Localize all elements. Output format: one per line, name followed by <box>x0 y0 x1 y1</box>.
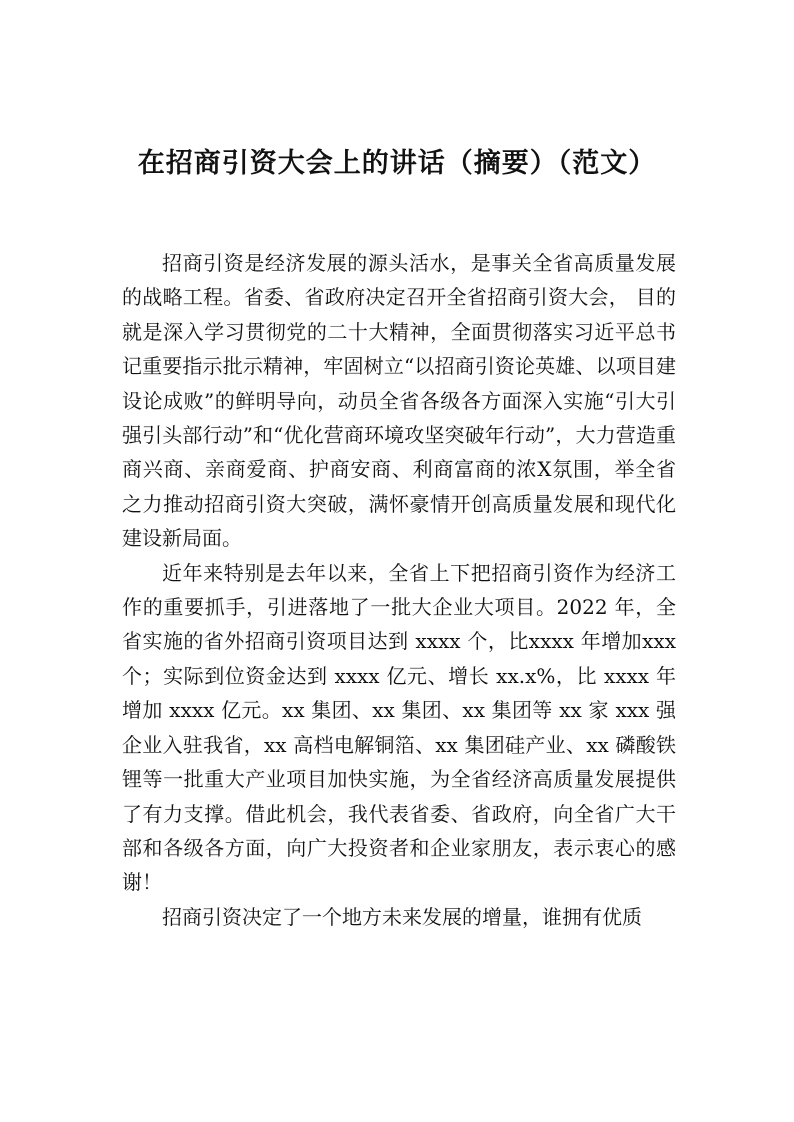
paragraph-2: 近年来特别是去年以来，全省上下把招商引资作为经济工作的重要抓手，引进落地了一批大企业大项目。2022 年，全省实施的省外招商引资项目达到 xxxx 个，比xxxx 年增加xxx 个；实际到位资金达到 xxxx 亿元、增长 xx.x%，比 xxxx 年增加 xxxx 亿元。xx 集团、xx 集团、xx 集团等 xx 家 xxx 强企业入驻我省，xx 高档电解铜箔、xx 集团硅产业、xx 磷酸铁锂等一批重大产业项目加快实施，为全省经济高质量发展提供了有力支撑。借此机会，我代表省委、省政府，向全省广大干部和各级各方面，向广大投资者和企业家朋友，表示衷心的感谢！ <box>122 560 676 895</box>
paragraph-3: 招商引资决定了一个地方未来发展的增量，谁拥有优质 <box>162 904 642 929</box>
document-body <box>122 246 676 934</box>
document-title: 在招商引资大会上的讲话（摘要）（范文） <box>137 148 657 179</box>
paragraph-1: 招商引资是经济发展的源头活水，是事关全省高质量发展的战略工程。省委、省政府决定召开全省招商引资大会， 目的就是深入学习贯彻党的二十大精神，全面贯彻落实习近平总书记重要指示批示精神，牢固树立“以招商引资论英雄、以项目建设论成败”的鲜明导向，动员全省各级各方面深入实施“引大引强引头部行动”和“优化营商环境攻坚突破年行动”，大力营造重商兴商、亲商爱商、护商安商、利商富商的浓X氛围，举全省之力推动招商引资大突破，满怀豪情开创高质量发展和现代化建设新局面。 <box>122 251 676 551</box>
